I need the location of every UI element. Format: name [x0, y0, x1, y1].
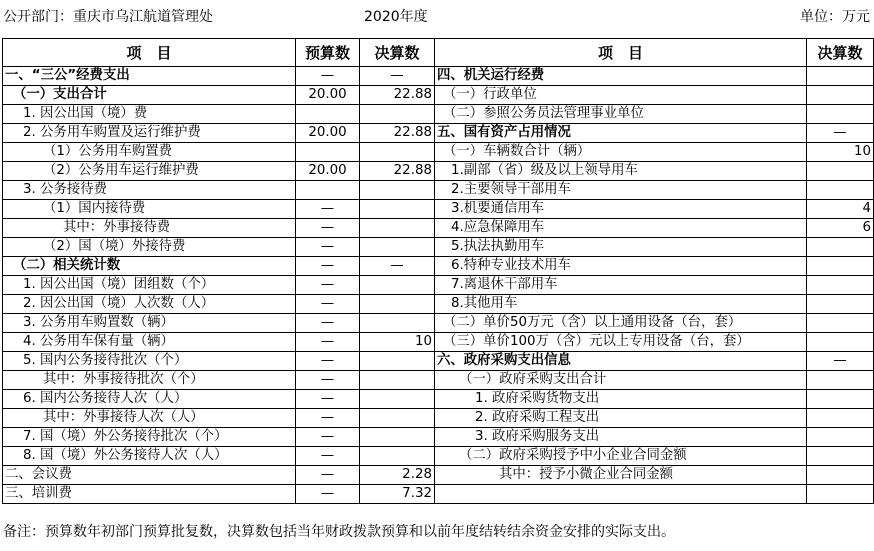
final-right-cell — [807, 390, 874, 409]
final-left-cell — [360, 105, 435, 124]
budget-cell: — — [296, 314, 360, 333]
final-left-cell: 2.28 — [360, 466, 435, 485]
final-right-cell — [807, 257, 874, 276]
budget-cell: — — [296, 295, 360, 314]
col-header-final-left: 决算数 — [360, 39, 435, 67]
final-left-cell: 7.32 — [360, 485, 435, 504]
budget-cell: — — [296, 371, 360, 390]
table-row — [3, 409, 874, 428]
table-row — [3, 219, 874, 238]
right-item-cell: 四、机关运行经费 — [435, 67, 807, 86]
right-item-cell: （二）政府采购授予中小企业合同金额 — [435, 447, 807, 466]
col-header-item-right: 项 目 — [435, 39, 807, 67]
final-right-cell: 4 — [807, 200, 874, 219]
final-right-cell: — — [807, 352, 874, 371]
final-left-cell — [360, 428, 435, 447]
final-right-cell — [807, 276, 874, 295]
final-left-cell: 22.88 — [360, 162, 435, 181]
budget-cell: — — [296, 219, 360, 238]
left-item-cell: 其中：外事接待费 — [3, 219, 296, 238]
left-item-cell: （一）支出合计 — [3, 86, 296, 105]
sangong-expense-table — [2, 38, 874, 504]
right-item-cell: （二）单价50万元（含）以上通用设备（台，套） — [435, 314, 807, 333]
final-right-cell — [807, 162, 874, 181]
table-row — [3, 314, 874, 333]
final-left-cell — [360, 447, 435, 466]
table-row — [3, 67, 874, 86]
right-item-cell: 3. 政府采购服务支出 — [435, 428, 807, 447]
left-item-cell: 1. 因公出国（境）团组数（个） — [3, 276, 296, 295]
table-row — [3, 276, 874, 295]
final-right-cell — [807, 409, 874, 428]
budget-cell: — — [296, 390, 360, 409]
right-item-cell: 五、国有资产占用情况 — [435, 124, 807, 143]
final-left-cell — [360, 314, 435, 333]
budget-cell: — — [296, 276, 360, 295]
final-right-cell — [807, 485, 874, 504]
right-item-cell: 1.副部（省）级及以上领导用车 — [435, 162, 807, 181]
right-item-cell: 2.主要领导干部用车 — [435, 181, 807, 200]
budget-cell: — — [296, 428, 360, 447]
table-row — [3, 295, 874, 314]
final-left-cell: 22.88 — [360, 86, 435, 105]
table-row — [3, 371, 874, 390]
table-row — [3, 352, 874, 371]
left-item-cell: （1）国内接待费 — [3, 200, 296, 219]
table-header-row — [3, 39, 874, 67]
table-body — [3, 67, 874, 504]
left-item-cell: （1）公务用车购置费 — [3, 143, 296, 162]
left-item-cell: 3. 公务用车购置数（辆） — [3, 314, 296, 333]
final-left-cell — [360, 219, 435, 238]
table-row — [3, 238, 874, 257]
left-item-cell: 其中：外事接待批次（个） — [3, 371, 296, 390]
left-item-cell: 5. 国内公务接待批次（个） — [3, 352, 296, 371]
final-left-cell: — — [360, 67, 435, 86]
budget-cell: — — [296, 409, 360, 428]
final-right-cell — [807, 105, 874, 124]
right-item-cell: 六、政府采购支出信息 — [435, 352, 807, 371]
col-header-final-right: 决算数 — [807, 39, 874, 67]
right-item-cell: 4.应急保障用车 — [435, 219, 807, 238]
table-row — [3, 86, 874, 105]
final-right-cell: — — [807, 124, 874, 143]
table-row — [3, 105, 874, 124]
budget-cell: — — [296, 67, 360, 86]
table-row — [3, 200, 874, 219]
final-right-cell — [807, 295, 874, 314]
footnote: 备注：预算数年初部门预算批复数，决算数包括当年财政拨款预算和以前年度结转结余资金安排的实际支出。 — [3, 524, 675, 540]
budget-cell: — — [296, 238, 360, 257]
final-right-cell — [807, 86, 874, 105]
left-item-cell: 其中：外事接待人次（人） — [3, 409, 296, 428]
table-row — [3, 257, 874, 276]
left-item-cell: 4. 公务用车保有量（辆） — [3, 333, 296, 352]
budget-cell: — — [296, 352, 360, 371]
left-item-cell: 6. 国内公务接待人次（人） — [3, 390, 296, 409]
right-item-cell: 1. 政府采购货物支出 — [435, 390, 807, 409]
left-item-cell: （2）公务用车运行维护费 — [3, 162, 296, 181]
final-left-cell — [360, 371, 435, 390]
left-item-cell: 8. 国（境）外公务接待人次（人） — [3, 447, 296, 466]
table-row — [3, 485, 874, 504]
final-left-cell: — — [360, 257, 435, 276]
right-item-cell: （一）行政单位 — [435, 86, 807, 105]
final-right-cell — [807, 238, 874, 257]
left-item-cell: 一、“三公”经费支出 — [3, 67, 296, 86]
left-item-cell: （二）相关统计数 — [3, 257, 296, 276]
final-left-cell — [360, 200, 435, 219]
left-item-cell: 三、培训费 — [3, 485, 296, 504]
left-item-cell: （2）国（境）外接待费 — [3, 238, 296, 257]
final-right-cell — [807, 67, 874, 86]
final-left-cell — [360, 409, 435, 428]
table-row — [3, 124, 874, 143]
right-item-cell: 2. 政府采购工程支出 — [435, 409, 807, 428]
table-row — [3, 333, 874, 352]
budget-cell: — — [296, 257, 360, 276]
right-item-cell: （一）车辆数合计（辆） — [435, 143, 807, 162]
col-header-budget: 预算数 — [296, 39, 360, 67]
budget-cell: — — [296, 466, 360, 485]
final-left-cell: 10 — [360, 333, 435, 352]
final-right-cell — [807, 428, 874, 447]
final-left-cell — [360, 390, 435, 409]
budget-cell: — — [296, 447, 360, 466]
final-right-cell — [807, 314, 874, 333]
budget-cell — [296, 181, 360, 200]
final-left-cell — [360, 352, 435, 371]
budget-cell — [296, 105, 360, 124]
right-item-cell: 7.离退休干部用车 — [435, 276, 807, 295]
table-row — [3, 162, 874, 181]
budget-cell: 20.00 — [296, 86, 360, 105]
left-item-cell: 3. 公务接待费 — [3, 181, 296, 200]
right-item-cell: 8.其他用车 — [435, 295, 807, 314]
right-item-cell: （三）单价100万（含）元以上专用设备（台，套） — [435, 333, 807, 352]
left-item-cell: 1. 因公出国（境）费 — [3, 105, 296, 124]
final-left-cell — [360, 276, 435, 295]
final-right-cell — [807, 333, 874, 352]
right-item-cell: 6.特种专业技术用车 — [435, 257, 807, 276]
table-row — [3, 143, 874, 162]
final-right-cell — [807, 371, 874, 390]
right-item-cell: （一）政府采购支出合计 — [435, 371, 807, 390]
final-right-cell: 6 — [807, 219, 874, 238]
right-item-cell: 5.执法执勤用车 — [435, 238, 807, 257]
year-label: 2020年度 — [364, 9, 428, 25]
budget-cell: 20.00 — [296, 162, 360, 181]
table-row — [3, 181, 874, 200]
right-item-cell — [435, 485, 807, 504]
left-item-cell: 2. 公务用车购置及运行维护费 — [3, 124, 296, 143]
budget-cell: 20.00 — [296, 124, 360, 143]
budget-cell: — — [296, 333, 360, 352]
unit-label: 单位：万元 — [800, 9, 870, 25]
left-item-cell: 7. 国（境）外公务接待批次（个） — [3, 428, 296, 447]
final-right-cell: 10 — [807, 143, 874, 162]
final-right-cell — [807, 466, 874, 485]
final-left-cell — [360, 295, 435, 314]
right-item-cell: （二）参照公务员法管理事业单位 — [435, 105, 807, 124]
right-item-cell: 其中：授予小微企业合同金额 — [435, 466, 807, 485]
table-row — [3, 447, 874, 466]
final-left-cell — [360, 143, 435, 162]
table-row — [3, 428, 874, 447]
budget-cell: — — [296, 485, 360, 504]
right-item-cell: 3.机要通信用车 — [435, 200, 807, 219]
left-item-cell: 二、会议费 — [3, 466, 296, 485]
final-left-cell: 22.88 — [360, 124, 435, 143]
final-right-cell — [807, 181, 874, 200]
final-left-cell — [360, 238, 435, 257]
table-row — [3, 390, 874, 409]
final-left-cell — [360, 181, 435, 200]
department-label: 公开部门：重庆市乌江航道管理处 — [3, 9, 213, 25]
col-header-item-left: 项 目 — [3, 39, 296, 67]
final-right-cell — [807, 447, 874, 466]
budget-cell — [296, 143, 360, 162]
budget-cell: — — [296, 200, 360, 219]
table-row — [3, 466, 874, 485]
left-item-cell: 2. 因公出国（境）人次数（人） — [3, 295, 296, 314]
